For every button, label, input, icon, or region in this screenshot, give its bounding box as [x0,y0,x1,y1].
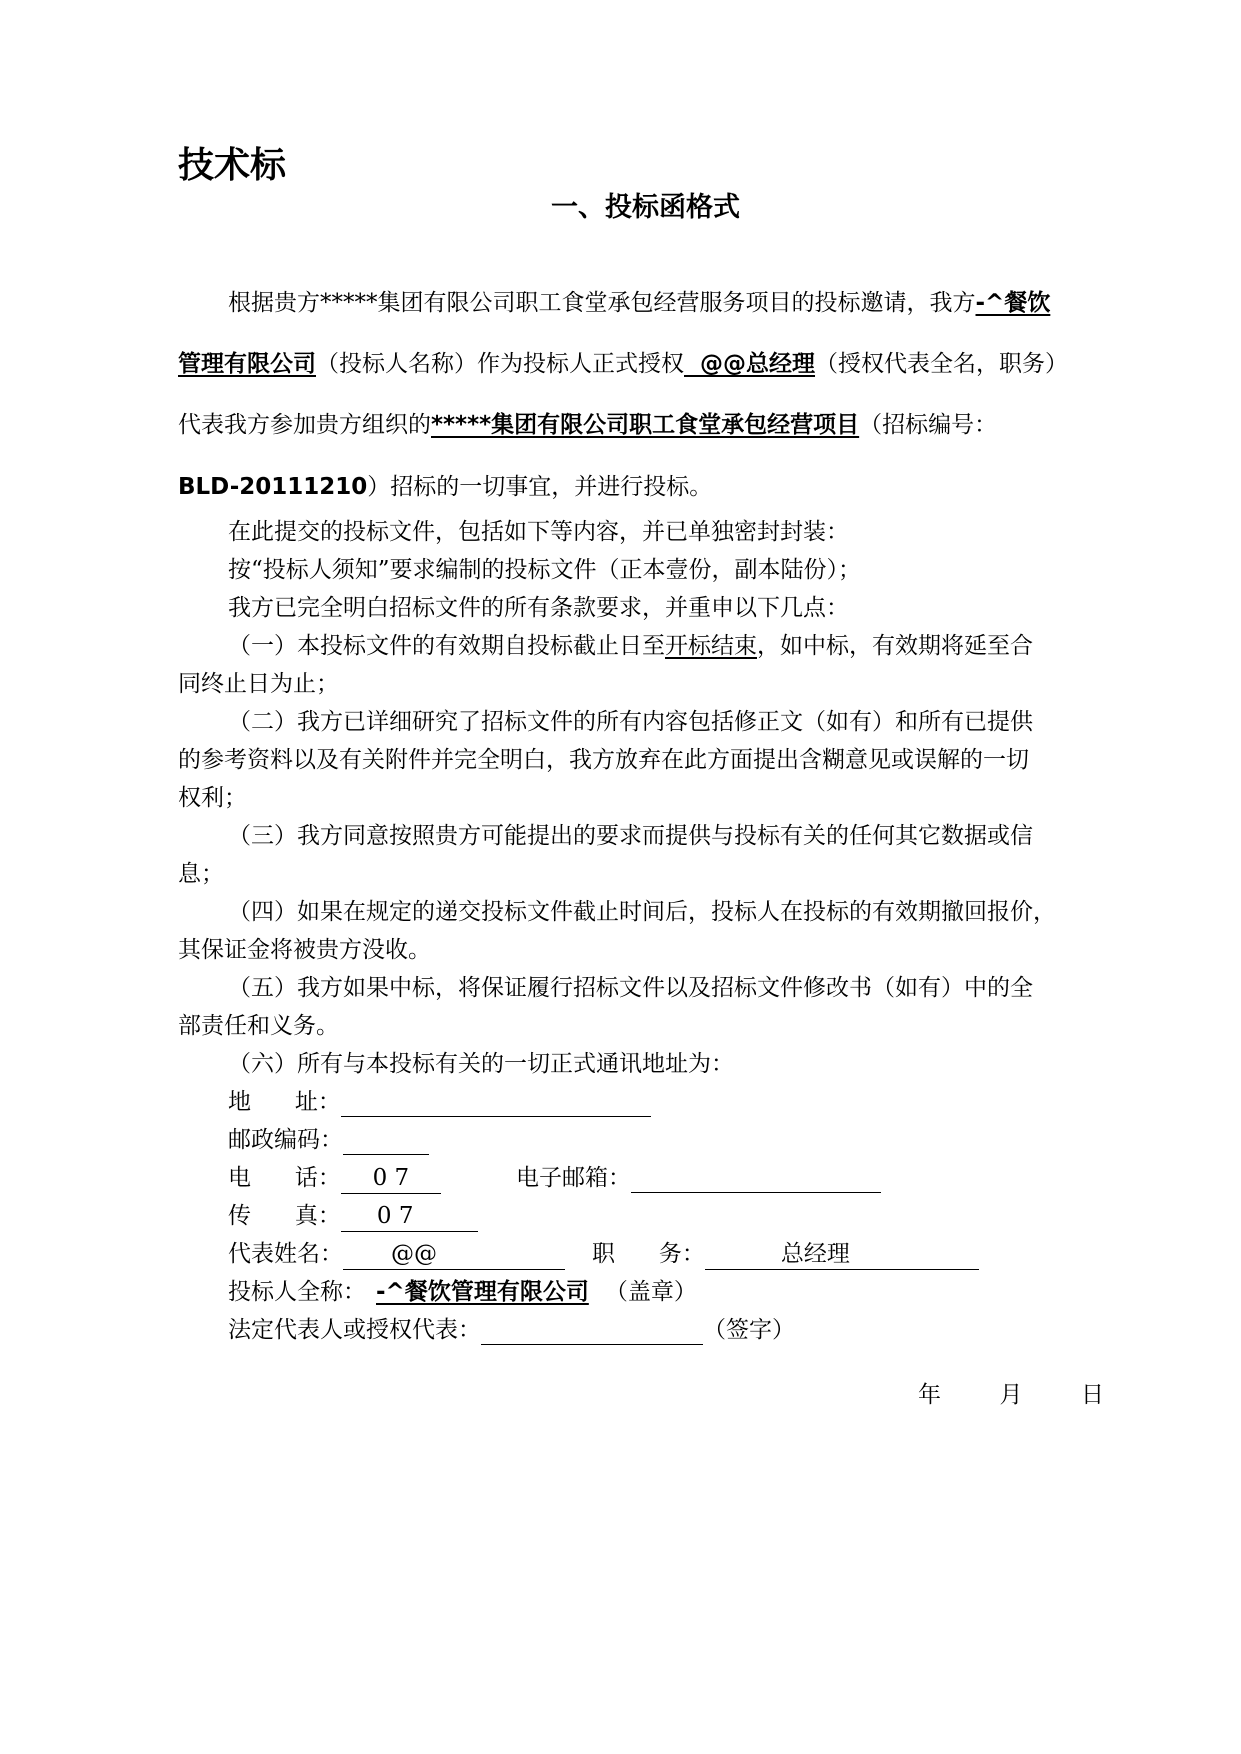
position-row: 职 务： 总经理 [592,1239,979,1270]
bidder-name-part1: -^餐饮 [975,290,1051,316]
item5-line2: 部责任和义务。 [178,1013,339,1039]
item2-line3: 权利； [178,785,247,811]
bidder-name-part2: 管理有限公司 [178,351,316,377]
item5-line1: （五）我方如果中标，将保证履行招标文件以及招标文件修改书（如有）中的全 [228,975,1033,1001]
legal-rep-row: 法定代表人或授权代表： （签字） [228,1317,795,1343]
position-value[interactable]: 总经理 [705,1239,979,1270]
item6-line: （六）所有与本投标有关的一切正式通讯地址为： [228,1051,734,1077]
date-line: 年 月 日 [918,1382,1104,1408]
item4-line2: 其保证金将被贵方没收。 [178,937,431,963]
fax-row: 传 真： 0 7 [228,1201,478,1232]
rep-value[interactable]: @@ [343,1239,565,1270]
tender-number: BLD-20111210 [178,474,368,500]
postcode-row: 邮政编码： [228,1125,429,1155]
item1-line2: 同终止日为止； [178,671,339,697]
fax-value[interactable]: 0 7 [341,1201,478,1232]
item3-line1: （三）我方同意按照贵方可能提出的要求而提供与投标有关的任何其它数据或信 [228,823,1033,849]
rep-row: 代表姓名： @@ [228,1239,565,1270]
body-line: 按“投标人须知”要求编制的投标文件（正本壹份，副本陆份）； [228,557,862,583]
address-row: 地 址： [228,1087,651,1117]
para1-line1: 根据贵方*****集团有限公司职工食堂承包经营服务项目的投标邀请，我方-^餐饮 [228,290,1051,316]
body-line: 我方已完全明白招标文件的所有条款要求，并重申以下几点： [228,595,849,621]
project-name: *****集团有限公司职工食堂承包经营项目 [431,412,860,438]
bidder-row: 投标人全称： -^餐饮管理有限公司 （盖章） [228,1279,697,1305]
document-title: 技术标 [178,145,287,186]
item1-line1: （一）本投标文件的有效期自投标截止日至开标结束，如中标，有效期将延至合 [228,633,1033,659]
para1-line2: 管理有限公司（投标人名称）作为投标人正式授权 @@总经理（授权代表全名，职务） [178,351,1069,377]
authorized-rep: @@总经理 [684,351,816,377]
phone-value[interactable]: 0 7 [341,1163,441,1194]
postcode-blank[interactable] [343,1132,429,1155]
email-blank[interactable] [631,1170,881,1193]
para1-line4: BLD-20111210）招标的一切事宜，并进行投标。 [178,474,713,500]
item2-line1: （二）我方已详细研究了招标文件的所有内容包括修正文（如有）和所有已提供 [228,709,1033,735]
signature-blank[interactable] [481,1322,703,1345]
para1-line3: 代表我方参加贵方组织的*****集团有限公司职工食堂承包经营项目（招标编号： [178,412,998,438]
item3-line2: 息； [178,861,224,887]
bidder-fullname: -^餐饮管理有限公司 [376,1279,589,1305]
email-row: 电子邮箱： [516,1163,881,1193]
address-blank[interactable] [341,1094,651,1117]
item4-line1: （四）如果在规定的递交投标文件截止时间后，投标人在投标的有效期撤回报价， [228,899,1056,925]
phone-row: 电 话： 0 7 [228,1163,441,1194]
section-title: 一、投标函格式 [551,192,740,223]
item2-line2: 的参考资料以及有关附件并完全明白，我方放弃在此方面提出含糊意见或误解的一切 [178,747,1029,773]
body-line: 在此提交的投标文件，包括如下等内容，并已单独密封封装： [228,519,849,545]
